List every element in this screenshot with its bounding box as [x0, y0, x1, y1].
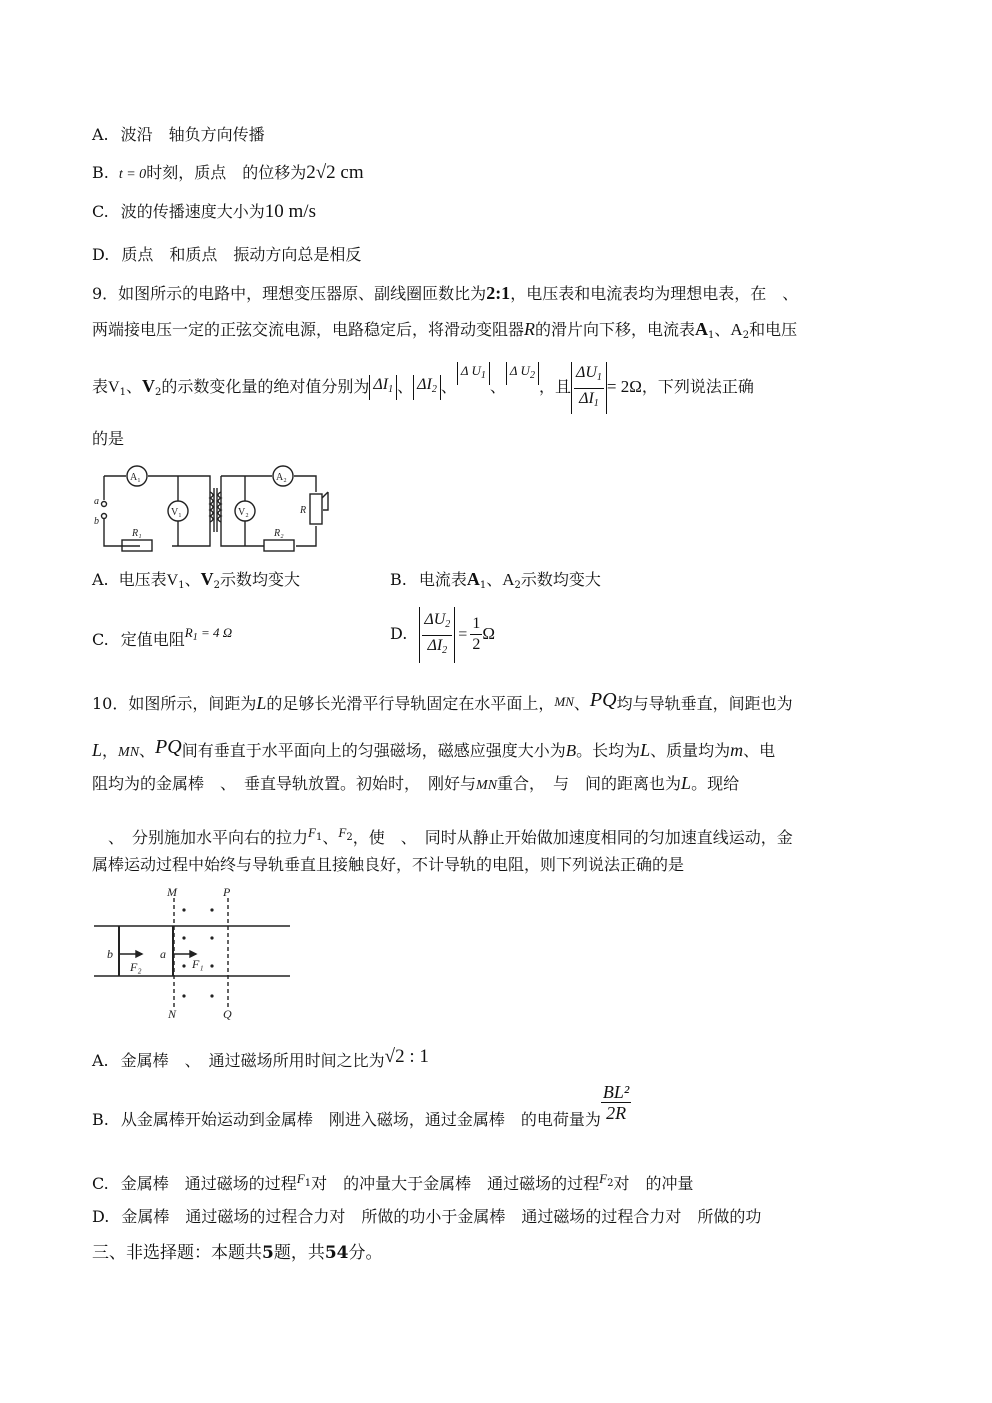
diagram-label-a: a — [160, 947, 166, 961]
q9-option-a: A. 电压表$V_1$、$V_2$示数均变大 — [92, 569, 300, 591]
q10-stem-line4: 、 分别施加水平向右的拉力$^{F1}$、$^{F2}$，使 、 同时从静止开始做加速度相同的匀加速直线运动，金 — [92, 825, 793, 847]
diagram-label-q: Q — [223, 1007, 232, 1021]
q10-stem-line1: 10．如图所示，间距为L的足够长光滑平行导轨固定在水平面上，MN、PQ均与导轨垂直，间距也为 — [92, 689, 793, 713]
q8-option-d: D. 质点 和质点 振动方向总是相反 — [92, 245, 362, 264]
q8-option-c: C. 波的传播速度大小为10 m/s — [92, 201, 316, 222]
q9-stem-line2: 两端接电压一定的正弦交流电源，电路稳定后，将滑动变阻器R的滑片向下移，电流表$A_1$、$A_2$和电压 — [92, 319, 798, 341]
q10-stem-line5: 属棒运动过程中始终与导轨垂直且接触良好，不计导轨的电阻，则下列说法正确的是 — [92, 855, 685, 874]
q9-option-c: C. 定值电阻$^{R_1 = 4 \Omega}$ — [92, 625, 233, 649]
circuit-label-a: a — [94, 496, 99, 507]
diagram-label-f1: F₁ — [192, 957, 204, 971]
diagram-label-f2: F₂ — [130, 960, 142, 974]
circuit-label-b: b — [94, 516, 99, 527]
circuit-label-a2: A₂ — [276, 472, 287, 483]
q10-option-b: B. 从金属棒开始运动到金属棒 刚进入磁场，通过金属棒 的电荷量为 $\frac{\text{BL²}}{2R}$ — [92, 1082, 630, 1129]
q10-option-a: A. 金属棒 、 通过磁场所用时间之比为√2 : 1 — [92, 1046, 429, 1070]
q10-stem-line2: L，MN、PQ间有垂直于水平面向上的匀强磁场，磁感应强度大小为B。长均为L、质量均为m、电 — [92, 736, 776, 760]
section-3-heading: 三、非选择题：本题共5题，共54分。 — [92, 1243, 383, 1263]
diagram-label-p: P — [223, 885, 231, 899]
q8-option-a: A. 波沿 轴负方向传播 — [92, 125, 265, 144]
circuit-label-r1: R₁ — [132, 528, 142, 539]
q10-option-c: C. 金属棒 通过磁场的过程$^{F1}$对 的冲量大于金属棒 通过磁场的过程$^{F2}$对 的冲量 — [92, 1171, 694, 1193]
q9-circuit-diagram — [92, 458, 342, 554]
circuit-label-a1: A₁ — [130, 472, 141, 483]
circuit-label-r: R — [300, 505, 307, 516]
diagram-label-n: N — [168, 1007, 177, 1021]
diagram-label-b: b — [107, 947, 113, 961]
circuit-label-r2: R₂ — [274, 528, 284, 539]
q8-option-b: B. t = 0时刻，质点 的位移为2√2 cm — [92, 162, 364, 183]
circuit-label-v1: V₁ — [171, 507, 182, 518]
q9-stem-line1: 9．如图所示的电路中，理想变压器原、副线圈匝数比为2:1，电压表和电流表均为理想电表，在 、 — [92, 283, 799, 303]
q10-rail-diagram — [92, 884, 292, 1024]
q9-stem-line4: 的是 — [92, 429, 125, 448]
diagram-label-m: M — [167, 885, 177, 899]
q9-option-d: D. $\frac{\Delta U_2}{\Delta I_2}$ = $\frac{1}{2}$ Ω — [390, 606, 495, 662]
q10-option-d: D. 金属棒 通过磁场的过程合力对 所做的功小于金属棒 通过磁场的过程合力对 所做的功 — [92, 1207, 762, 1226]
q9-stem-line3: 表$V_1$、$V_2$的示数变化量的绝对值分别为 $\Delta I_1$ 、 $\Delta I_2$ 、Δ $U_1$、Δ $U_2$，且 $\frac{\Delta U_1}{\Delta I_1}$ = 2Ω，下列说法正确 — [92, 360, 754, 412]
q9-option-b: B. 电流表$A_1$、$A_2$示数均变大 — [390, 569, 601, 591]
q10-stem-line3: 阻均为的金属棒 、 垂直导轨放置。初始时， 刚好与MN重合， 与 间的距离也为L。现给 — [92, 773, 740, 793]
circuit-label-v2: V₂ — [238, 507, 249, 518]
